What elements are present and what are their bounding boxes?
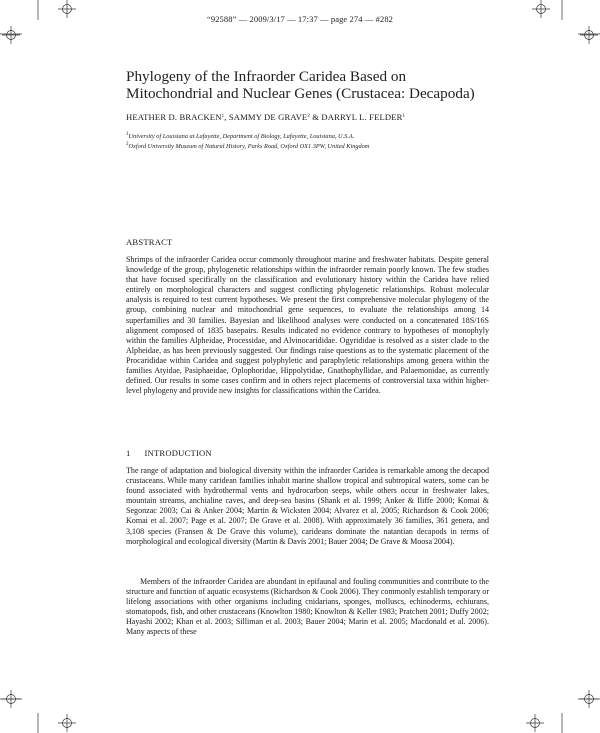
author-name: DARRYL L. FELDER xyxy=(321,112,403,122)
registration-mark-right-top xyxy=(580,26,598,44)
affiliation-text: Oxford University Museum of Natural History, Parks Road, Oxford OX1 3PW, United Kingdom xyxy=(128,143,370,150)
author-affiliation-marker: 2 xyxy=(307,114,310,119)
author-name: HEATHER D. BRACKEN xyxy=(126,112,222,122)
registration-mark-left-top xyxy=(2,26,20,44)
intro-paragraph-2 xyxy=(126,577,489,638)
abstract-text: Shrimps of the infraorder Caridea occur commonly throughout marine and freshwater habitats. Despite general knowledge of the group, phylogenetic relationships within the infraorder remain poorly known. The few studies that have focused specifically on the classification and evolutionary history within the Caridea have relied entirely on morphological characters and suggest conflicting phylogenetic relationships. Robust molecular analysis is required to test current hypotheses. We present the first comprehensive molecular phylogeny of the group, combining nuclear and mitochondrial gene sequences, to evaluate the relationships among 14 superfamilies and 30 families. Bayesian and likelihood analyses were conducted on a concatenated 18S/16S alignment composed of 1835 basepairs. Results indicated no evidence contrary to hypotheses of monophyly within the families Alpheidae, Processidae, and Alvinocarididae. Ogyrididae is resolved as a sister clade to the Alpheidae, as has been previously suggested. Our findings raise questions as to the systematic placement of the Procarididae within Caridea and suggest polyphyletic and paraphyletic relationships among genera within the families Atyidae, Pasiphaeidae, Oplophoridae, Hippolytidae, Gnathophyllidae, and Palaemonidae, as currently defined. Our results in some cases confirm and in others reject placements of controversial taxa within higher-level phylogeny and provide new insights for classifications within the Caridea. xyxy=(126,255,489,396)
author-affiliation-marker: 1 xyxy=(402,114,406,119)
affiliation-marker: 1 xyxy=(126,132,129,137)
paper-title: Phylogeny of the Infraorder Caridea Based on Mitochondrial and Nuclear Genes (Crustacea: Decapoda) xyxy=(126,68,475,102)
author-name: SAMMY DE GRAVE xyxy=(228,112,308,122)
affiliation-text: University of Louisiana at Lafayette, Department of Biology, Lafayette, Louisiana, U.S.A. xyxy=(128,133,355,140)
author-separator: & xyxy=(309,112,322,122)
running-head: “92588” — 2009/3/17 — 17:37 — page 274 — #282 xyxy=(206,14,394,24)
author-affiliation-marker: 1 xyxy=(221,114,225,119)
section-title: INTRODUCTION xyxy=(144,448,212,458)
registration-mark-bottom-right xyxy=(526,714,544,732)
intro-paragraph-2-text: Members of the infraorder Caridea are abundant in epifaunal and fouling communities and contribute to the structure and function of aquatic ecosystems (Richardson & Cook 2006). They commonly establish temporary or lifelong associations with other organisms including cnidarians, sponges, molluscs, echinoderms, echiurans, stomatopods, fish, and other crustaceans (Knowlton 1980; Knowlton & Keller 1983; Pratchett 2001; Duffy 2002; Hayashi 2002; Khan et al. 2003; Silliman et al. 2003; Bauer 2004; Marin et al. 2005; Macdonald et al. 2006). Many aspects of these xyxy=(126,577,489,637)
affiliation-2 xyxy=(126,142,506,150)
crop-mark-bottom-left xyxy=(0,688,60,733)
author-separator: , xyxy=(224,112,229,122)
abstract-heading: ABSTRACT xyxy=(126,237,173,247)
section-heading-introduction xyxy=(126,448,212,458)
section-number: 1 xyxy=(126,448,131,458)
author-list xyxy=(126,112,506,122)
intro-paragraph-1: The range of adaptation and biological diversity within the infraorder Caridea is remarkable among the decapod crustaceans. While many caridean families inhabit marine shallow tropical and subtropical waters, some can be found associated with hydrothermal vents and hydrocarbon seeps, while others occur in freshwater lakes, mountain streams, anchialine caves, and deep-sea basins (Shank et al. 1999; Anker & Iliffe 2000; Komai & Segonzac 2003; Cai & Anker 2004; Martin & Wicksten 2004; Alvarez et al. 2005; Richardson & Cook 2006; Komai et al. 2007; Page et al. 2007; De Grave et al. 2008). With approximately 36 families, 361 genera, and 3,108 species (Fransen & De Grave this volume), carideans dominate the natantian decapods in terms of morphological and ecological diversity (Martin & Davis 2001; Bauer 2004; De Grave & Moosa 2004). xyxy=(126,466,489,546)
affiliation-marker: 2 xyxy=(126,142,129,147)
affiliation-1 xyxy=(126,132,506,140)
crop-mark-bottom-right xyxy=(540,688,600,733)
registration-mark-bottom-left xyxy=(58,714,76,732)
